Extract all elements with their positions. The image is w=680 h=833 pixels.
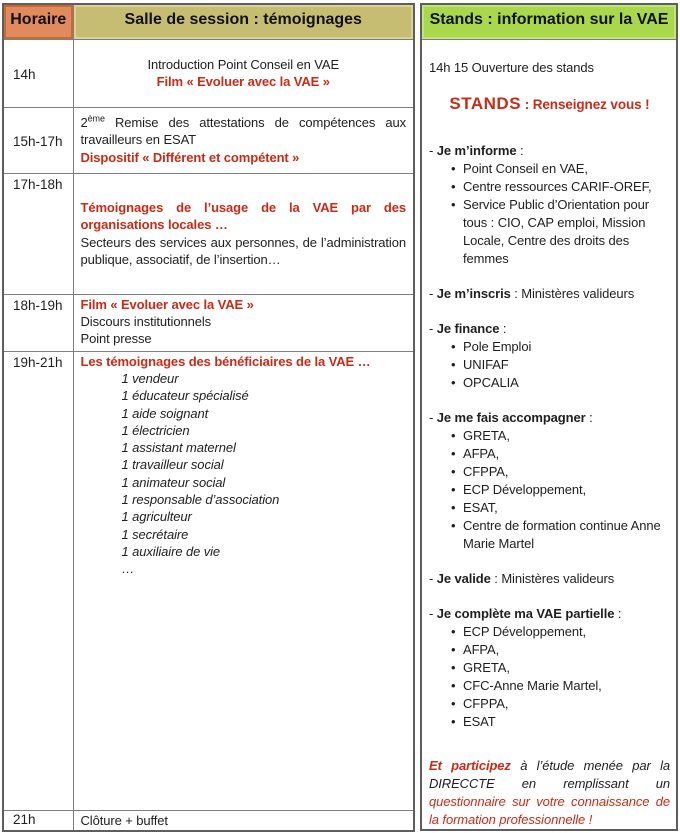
table-row [3, 294, 414, 351]
list-item: • Point Conseil en VAE, [451, 160, 588, 176]
time-17h-18h: 17h-18h [3, 173, 73, 294]
banner-subtitle: : Renseignez vous ! [521, 96, 650, 112]
list-item: • AFPA, [451, 641, 500, 657]
list-item: 1 éducateur spécialisé [121, 388, 249, 404]
session-line: Point presse [80, 331, 152, 347]
bullet-icon: • [451, 641, 456, 657]
bullet-icon: • [451, 445, 456, 461]
bullet-icon: • [451, 196, 456, 212]
schedule-header-row [3, 4, 414, 39]
section-je-valide [429, 570, 670, 588]
list-item: 1 animateur social [121, 474, 226, 490]
time-19h-21h: 19h-21h [3, 351, 73, 810]
list-item: • CFPPA, [451, 695, 509, 711]
time-15h-17h: 15h-17h [3, 107, 73, 173]
section-label: - Je valide : Ministères valideurs [429, 570, 615, 586]
list-item: 1 vendeur [121, 370, 179, 386]
section-label: - Je me fais accompagner : [429, 409, 593, 425]
stands-banner [429, 92, 670, 116]
list-item: 1 agriculteur [121, 509, 192, 525]
witness-list [122, 370, 407, 578]
horaire-header: Horaire [3, 4, 73, 39]
stands-header: Stands : information sur la VAE [421, 4, 677, 39]
bullet-icon: • [451, 713, 456, 729]
bullet-icon: • [451, 499, 456, 515]
list-item: 1 auxiliaire de vie [121, 543, 221, 559]
list-item: • ECP Développement, [451, 623, 586, 639]
list-item: 1 secrétaire [121, 526, 189, 542]
list-item: • Centre de formation continue Anne Marie Martel [451, 517, 661, 551]
time-14h: 14h [3, 39, 73, 107]
list-item: • GRETA, [451, 427, 510, 443]
section-je-complete-ma-vae [429, 605, 670, 731]
list-item: • OPCALIA [451, 374, 519, 390]
bullet-icon: • [451, 481, 456, 497]
table-row [3, 810, 414, 831]
bullet-icon: • [451, 178, 456, 194]
list-item: … [121, 561, 135, 577]
bullet-icon: • [451, 160, 456, 176]
list-item: • Centre ressources CARIF-OREF, [451, 178, 652, 194]
session-line-red: Film « Evoluer avec la VAE » [156, 74, 330, 89]
ordinal-suffix: ème [87, 113, 105, 124]
session-line-red: Témoignages de l’usage de la VAE par des organisations locales … [80, 199, 406, 233]
bullet-icon: • [451, 659, 456, 675]
stands-opening: 14h 15 Ouverture des stands [429, 59, 594, 75]
bullet-icon: • [451, 463, 456, 479]
list-item: • Pole Emploi [451, 338, 532, 354]
list-item: • Service Public d’Orientation pour tous : CIO, CAP emploi, Mission Locale, Centre des droits des femmes [451, 196, 650, 266]
list-item: • AFPA, [451, 445, 500, 461]
session-line-red: Dispositif « Différent et compétent » [80, 149, 300, 165]
stands-table [420, 3, 678, 831]
session-15h-17h [73, 107, 414, 173]
session-17h-18h [73, 173, 414, 294]
session-line: Secteurs des services aux personnes, de l’administration publique, associatif, de l’insertion… [80, 234, 406, 267]
section-je-m-inscris [429, 285, 670, 303]
footer-red-bold: Et participez [429, 757, 511, 773]
list-item: • ESAT, [451, 499, 498, 515]
bullet-icon: • [451, 677, 456, 693]
session-21h: Clôture + buffet [73, 810, 414, 831]
time-18h-19h: 18h-19h [3, 294, 73, 351]
list-item: 1 assistant maternel [121, 440, 236, 456]
footer-red: questionnaire sur votre connaissance de la formation professionnelle ! [429, 793, 670, 827]
session-18h-19h [73, 294, 414, 351]
footer-black: à l’étude menée par la DIRECCTE en remplissant un [429, 757, 670, 791]
table-row [3, 351, 414, 810]
stands-body-row [421, 39, 677, 830]
list-item: • UNIFAF [451, 356, 509, 372]
list-item: • CFPPA, [451, 463, 509, 479]
session-line-red: Les témoignages des bénéficiaires de la VAE … [80, 353, 371, 369]
session-line: 2ème Remise des attestations de compétences aux travailleurs en ESAT [80, 113, 406, 148]
list-item: 1 responsable d’association [121, 491, 280, 507]
banner-title: STANDS [449, 93, 522, 113]
bullet-icon: • [451, 356, 456, 372]
table-row [3, 39, 414, 107]
section-label: - Je finance : [429, 320, 507, 336]
stands-content [421, 39, 677, 830]
bullet-icon: • [451, 517, 456, 533]
section-je-m-informe [429, 142, 670, 268]
list-item: • ESAT [451, 713, 496, 729]
table-row [3, 107, 414, 173]
bullet-icon: • [451, 623, 456, 639]
list-item: 1 travailleur social [121, 457, 224, 473]
list-item: • GRETA, [451, 659, 510, 675]
session-line: Introduction Point Conseil en VAE [147, 56, 340, 72]
list-item: 1 aide soignant [121, 405, 209, 421]
session-14h [73, 39, 414, 107]
schedule-table [2, 3, 415, 832]
list-item: • CFC-Anne Marie Martel, [451, 677, 602, 693]
section-je-finance [429, 320, 670, 392]
section-je-me-fais-accompagner [429, 409, 670, 553]
time-21h: 21h [3, 810, 73, 831]
stands-footer-note [429, 757, 670, 829]
bullet-icon: • [451, 427, 456, 443]
session-19h-21h [73, 351, 414, 810]
session-line: Discours institutionnels [80, 313, 212, 329]
section-label: - Je m’informe : [429, 142, 524, 158]
list-item: 1 électricien [121, 422, 190, 438]
bullet-icon: • [451, 695, 456, 711]
stands-header-row [421, 4, 677, 39]
table-row [3, 173, 414, 294]
salle-header: Salle de session : témoignages [73, 4, 414, 39]
section-label: - Je complète ma VAE partielle : [429, 605, 622, 621]
list-item: • ECP Développement, [451, 481, 586, 497]
bullet-icon: • [451, 374, 456, 390]
session-line-red: Film « Evoluer avec la VAE » [80, 296, 254, 312]
section-label: - Je m’inscris : Ministères valideurs [429, 285, 635, 301]
bullet-icon: • [451, 338, 456, 354]
